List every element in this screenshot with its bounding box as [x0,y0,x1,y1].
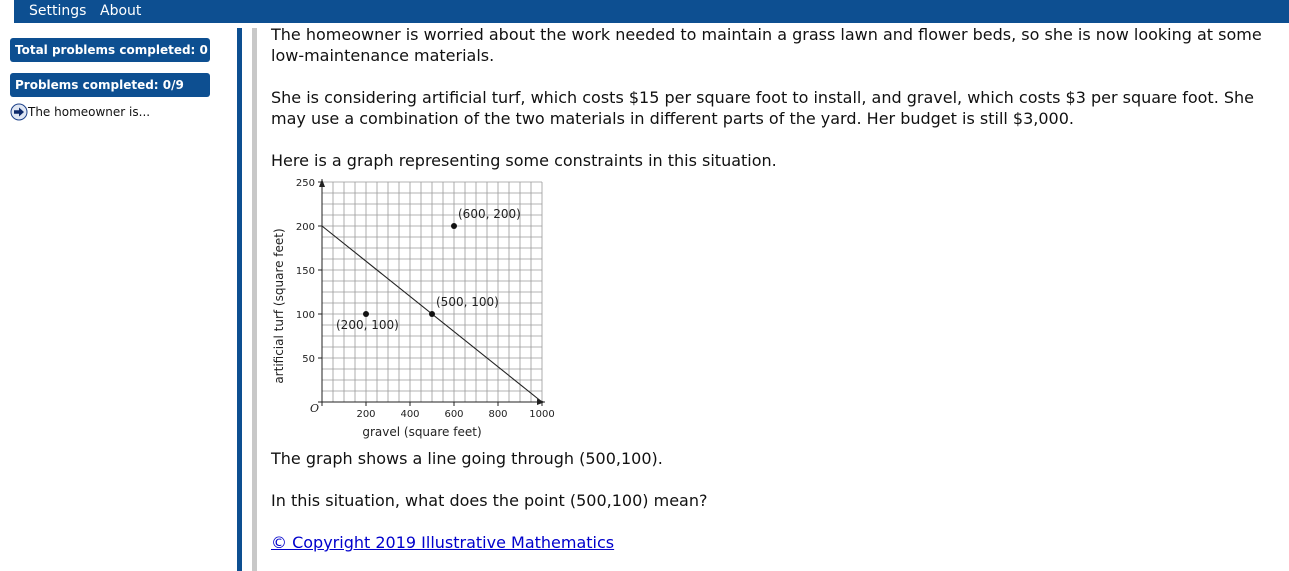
y-tick-label: 250 [295,178,315,189]
problem-item-label: The homeowner is... [28,105,151,119]
x-tick-label: 600 [444,409,464,420]
paragraph-intro: The homeowner is worried about the work needed to maintain a grass lawn and flower beds, so she is now looking at some low-maintenance materials. [271,25,1262,65]
origin-label: O [310,402,320,415]
y-axis-arrow [319,179,325,187]
y-tick-label: 100 [295,310,315,321]
problems-completed-badge: Problems completed: 0/9 [10,73,210,97]
copyright-link[interactable]: © Copyright 2019 Illustrative Mathematics [271,533,615,552]
x-tick-label: 200 [356,409,376,420]
constraint-graph [271,174,571,444]
question-text: In this situation, what does the point (500,100) mean? [271,491,708,510]
y-tick-label: 200 [295,222,315,233]
data-point [451,223,457,229]
content-divider-blue [237,28,242,571]
point-label: (500, 100) [436,295,499,309]
total-problems-badge: Total problems completed: 0 [10,38,210,62]
paragraph-line-note: The graph shows a line going through (500,100). [271,449,663,468]
x-tick-label: 800 [488,409,508,420]
top-menu-bar [14,0,1289,23]
arrow-right-icon [10,103,28,121]
data-point [363,311,369,317]
x-axis-arrow [537,399,545,405]
x-tick-label: 400 [400,409,420,420]
problem-list-item[interactable] [10,103,150,121]
y-tick-label: 50 [302,354,315,365]
paragraph-materials: She is considering artificial turf, which costs $15 per square foot to install, and gravel, which costs $3 per square foot. She may use a combination of the two materials in different parts of the yard. Her budget is still $3,000. [271,88,1255,128]
copyright-paragraph [271,532,1271,553]
sidebar [0,23,230,571]
data-point [429,311,435,317]
settings-menu[interactable]: Settings [29,3,87,19]
y-tick-label: 150 [295,266,315,277]
point-label: (600, 200) [458,207,521,221]
y-axis-title: artificial turf (square feet) [272,228,286,384]
about-menu[interactable]: About [100,3,142,19]
x-tick-label: 1000 [529,409,555,420]
content-divider-gray [252,28,257,571]
point-label: (200, 100) [336,318,399,332]
x-axis-title: gravel (square feet) [362,425,482,439]
paragraph-graph-intro: Here is a graph representing some constraints in this situation. [271,151,777,170]
